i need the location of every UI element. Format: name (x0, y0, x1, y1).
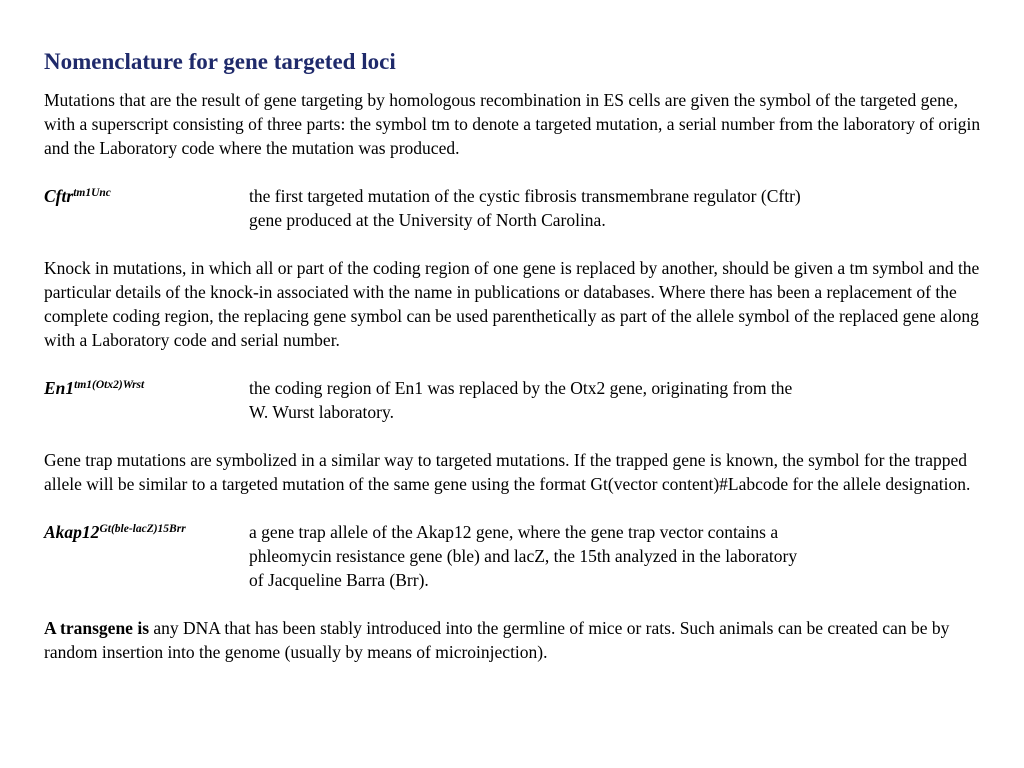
allele-symbol (44, 520, 249, 592)
transgene-lead: A transgene is (44, 618, 149, 638)
description-line: W. Wurst laboratory. (249, 402, 394, 422)
slide-content (44, 46, 984, 664)
allele-description (249, 520, 984, 592)
allele-symbol (44, 376, 249, 424)
description-line: of Jacqueline Barra (Brr). (249, 570, 429, 590)
spacer (44, 424, 984, 448)
genetrap-paragraph: Gene trap mutations are symbolized in a similar way to targeted mutations. If the trapped gene is known, the symbol for the trapped allele will be similar to a targeted mutation of the same gene using the format Gt(vector content)#Labcode for the allele designation. (44, 450, 971, 494)
transgene-text: any DNA that has been stably introduced into the germline of mice or rats. Such animals can be created can be by random insertion into the genome (usually by means of microinjection). (44, 618, 950, 662)
spacer (44, 160, 984, 184)
spacer (44, 352, 984, 376)
gene-symbol: Akap12 (44, 522, 100, 542)
allele-superscript: tm1(Otx2)Wrst (74, 379, 145, 391)
transgene-paragraph (44, 616, 984, 664)
spacer (44, 232, 984, 256)
intro-paragraph: Mutations that are the result of gene targeting by homologous recombination in ES cells are given the symbol of the targeted gene, with a superscript consisting of three parts: the symbol tm to denote a targeted mutation, a serial number from the laboratory of origin and the Laboratory code where the mutation was produced. (44, 90, 981, 158)
example-en1 (44, 376, 984, 424)
allele-symbol (44, 184, 249, 232)
example-akap12 (44, 520, 984, 592)
allele-description (249, 376, 984, 424)
allele-superscript: tm1Unc (73, 187, 111, 199)
spacer (44, 496, 984, 520)
page-title: Nomenclature for gene targeted loci (44, 49, 396, 74)
spacer (44, 592, 984, 616)
gene-symbol: Cftr (44, 186, 74, 206)
gene-symbol: En1 (44, 378, 75, 398)
allele-superscript: Gt(ble-lacZ)15Brr (99, 523, 186, 535)
allele-description (249, 184, 984, 232)
description-line: a gene trap allele of the Akap12 gene, where the gene trap vector contains a (249, 522, 779, 542)
knockin-paragraph: Knock in mutations, in which all or part of the coding region of one gene is replaced by another, should be given a tm symbol and the particular details of the knock-in associated with the name in publications or databases. Where there has been a replacement of the complete coding region, the replacing gene symbol can be used parenthetically as part of the allele symbol of the replaced gene along with a Laboratory code and serial number. (44, 258, 980, 350)
description-line: the first targeted mutation of the cystic fibrosis transmembrane regulator (Cftr) (249, 186, 801, 206)
description-line: phleomycin resistance gene (ble) and lacZ, the 15th analyzed in the laboratory (249, 546, 798, 566)
description-line: the coding region of En1 was replaced by the Otx2 gene, originating from the (249, 378, 793, 398)
example-cftr (44, 184, 984, 232)
description-line: gene produced at the University of North Carolina. (249, 210, 606, 230)
